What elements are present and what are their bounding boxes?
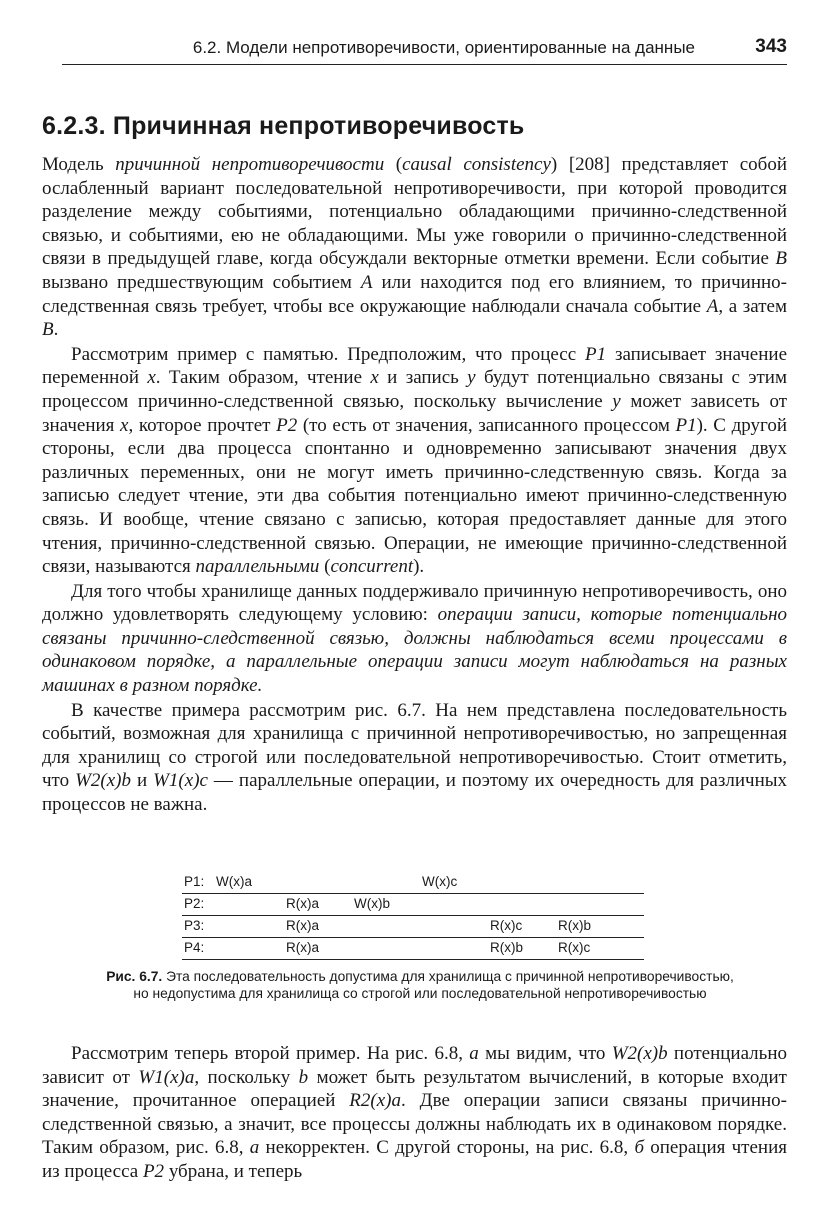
figure-row-p3 <box>182 916 644 938</box>
operation: R(x)c <box>558 940 591 955</box>
running-header <box>62 38 787 65</box>
operation: W(x)b <box>354 896 390 911</box>
figure-caption <box>100 968 740 1002</box>
operation: R(x)a <box>286 918 319 933</box>
paragraph-1: Модель причинной непротиворечивости (causal consistency) [208] представляет собой ослабленный вариант последовательной непротиворечивости, при которой проводится разделение между событиями, потенциально обладающими причинно-следственной связью, и событиями, ею не обладающими. Мы уже говорили о причинно-следственной связи в предыдущей главе, когда обсуждали векторные отметки времени. Если событие B вызвано предшествующим событием A или находится под его влиянием, то причинно-следственная связь требует, чтобы все окружающие наблюдали сначала событие A, а затем B. <box>42 154 788 341</box>
operation: R(x)b <box>558 918 591 933</box>
page-number: 343 <box>755 36 787 57</box>
figure-row-p4 <box>182 938 644 960</box>
section-title: 6.2.3. Причинная непротиворечивость <box>42 112 525 140</box>
paragraph-3: Для того чтобы хранилище данных поддерживало причинную непротиворечивость, оно должно удовлетворять следующему условию: операции записи, которые потенциально связаны причинно-следственной связью, должны наблюдаться всеми процессами в одинаковом порядке, а параллельные операции записи могут наблюдаться на разных машинах в разном порядке. <box>42 580 787 697</box>
process-label: P4: <box>184 940 205 955</box>
process-label: P3: <box>184 918 205 933</box>
body-text-top <box>42 153 787 817</box>
running-title: 6.2. Модели непротиворечивости, ориентированные на данные <box>192 38 695 57</box>
operation: R(x)b <box>490 940 523 955</box>
operation: R(x)c <box>490 918 523 933</box>
caption-label: Рис. 6.7. <box>106 969 163 984</box>
operation: R(x)a <box>286 896 319 911</box>
operation: W(x)a <box>216 874 252 889</box>
process-label: P1: <box>184 874 205 889</box>
figure-6-7 <box>182 872 644 960</box>
process-label: P2: <box>184 896 205 911</box>
caption-text: Эта последовательность допустима для хранилища с причинной непротиворечивостью, но недопустима для хранилища со строгой или последовательной непротиворечивостью <box>133 969 734 1001</box>
operation: R(x)a <box>286 940 319 955</box>
paragraph-2: Рассмотрим пример с памятью. Предположим, что процесс P1 записывает значение переменной x. Таким образом, чтение x и запись y будут потенциально связаны с этим процессом причинно-следственной связью, поскольку вычисление y может зависеть от значения x, которое прочтет P2 (то есть от значения, записанного процессом P1). С другой стороны, если два процесса спонтанно и одновременно записывают значения двух различных переменных, они не могут иметь причинно-следственную связь. Когда за записью следует чтение, эти два события потенциально имеют причинно-следственную связь. И вообще, чтение связано с записью, которая предоставляет данные для этого чтения, причинно-следственной связью. Операции, не имеющие причинно-следственной связи, называются параллельными (concurrent). <box>42 343 787 578</box>
paragraph-5: Рассмотрим теперь второй пример. На рис. 6.8, а мы видим, что W2(x)b потенциально зависит от W1(x)a, поскольку b может быть результатом вычислений, в которые входит значение, прочитанное операцией R2(x)a. Две операции записи связаны причинно-следственной связью, а значит, все процессы должны наблюдать их в одинаковом порядке. Таким образом, рис. 6.8, а некорректен. С другой стороны, на рис. 6.8, б операция чтения из процесса P2 убрана, и теперь <box>42 1043 787 1182</box>
figure-row-p2 <box>182 894 644 916</box>
operation: W(x)c <box>422 874 458 889</box>
figure-row-p1 <box>182 872 644 894</box>
body-text-bottom <box>42 1042 787 1184</box>
paragraph-4: В качестве примера рассмотрим рис. 6.7. На нем представлена последовательность событий, возможная для хранилища с причинной непротиворечивостью, но запрещенная для хранилищ со строгой или последовательной непротиворечивостью. Стоит отметить, что W2(x)b и W1(x)c — параллельные операции, и поэтому их очередность для различных процессов не важна. <box>42 699 788 816</box>
